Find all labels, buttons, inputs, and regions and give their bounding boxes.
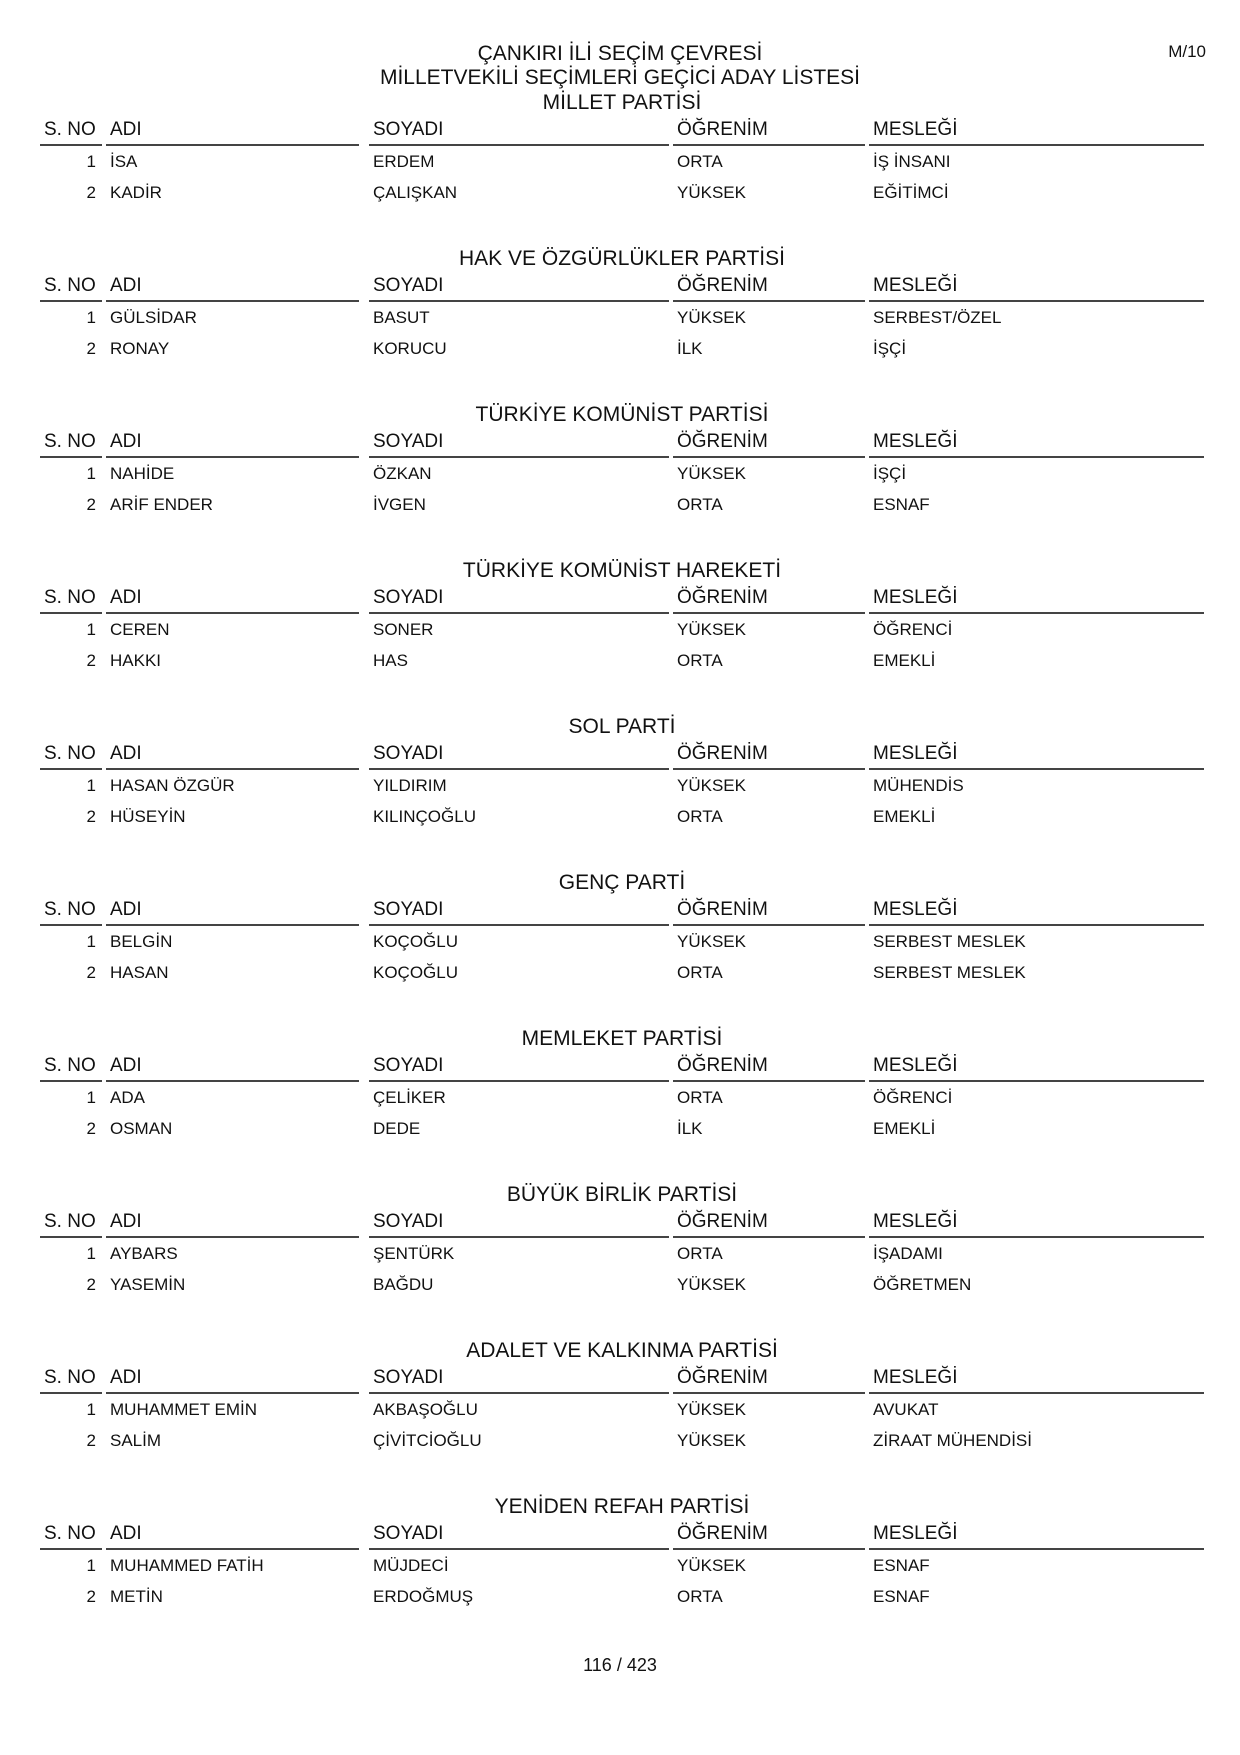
- party-section: [40, 870, 1204, 986]
- candidate-no: 2: [86, 1275, 96, 1294]
- column-headers: [40, 272, 1204, 300]
- candidate-meslegi: İŞÇİ: [873, 339, 907, 358]
- candidate-soyadi: ÇELİKER: [373, 1088, 446, 1107]
- column-headers: [40, 1364, 1204, 1392]
- col-ogrenim-header: ÖĞRENİM: [677, 275, 768, 296]
- table-row: [40, 1111, 1204, 1142]
- col-no-header: S. NO: [44, 1055, 96, 1076]
- page-number: 116 / 423: [583, 1655, 657, 1675]
- candidate-adi: HASAN: [110, 963, 169, 982]
- candidate-meslegi: SERBEST/ÖZEL: [873, 308, 1002, 327]
- column-headers: [40, 1520, 1204, 1548]
- col-ogrenim-header: ÖĞRENİM: [677, 119, 768, 140]
- candidate-soyadi: ÇALIŞKAN: [373, 183, 458, 202]
- col-meslegi-header: MESLEĞİ: [873, 587, 958, 608]
- col-adi-header: ADI: [110, 275, 142, 296]
- party-title: BÜYÜK BİRLİK PARTİSİ: [506, 1183, 738, 1206]
- party-title: SOL PARTİ: [568, 715, 676, 738]
- candidate-no: 2: [86, 651, 96, 670]
- candidate-no: 2: [86, 339, 96, 358]
- party-section: [40, 1338, 1204, 1454]
- candidate-no: 2: [86, 1431, 96, 1450]
- col-adi-header: ADI: [110, 431, 142, 452]
- col-ogrenim-header: ÖĞRENİM: [677, 1055, 768, 1076]
- candidate-soyadi: KILINÇOĞLU: [373, 807, 476, 826]
- candidate-soyadi: SONER: [373, 620, 434, 639]
- candidate-soyadi: YILDIRIM: [373, 776, 447, 795]
- col-soyadi-header: SOYADI: [373, 899, 444, 920]
- party-title: MEMLEKET PARTİSİ: [521, 1027, 723, 1050]
- candidate-meslegi: ESNAF: [873, 1587, 930, 1606]
- candidate-soyadi: ŞENTÜRK: [373, 1244, 455, 1263]
- candidate-soyadi: BAĞDU: [373, 1275, 434, 1294]
- col-ogrenim-header: ÖĞRENİM: [677, 587, 768, 608]
- col-no-header: S. NO: [44, 1367, 96, 1388]
- candidate-adi: NAHİDE: [110, 464, 175, 483]
- column-headers: [40, 584, 1204, 612]
- candidate-soyadi: KORUCU: [373, 339, 447, 358]
- col-no-header: S. NO: [44, 275, 96, 296]
- candidate-meslegi: ESNAF: [873, 495, 930, 514]
- candidate-ogrenim: ORTA: [677, 1244, 723, 1263]
- candidate-no: 1: [86, 620, 96, 639]
- candidate-soyadi: İVGEN: [373, 495, 426, 514]
- col-soyadi-header: SOYADI: [373, 275, 444, 296]
- col-adi-header: ADI: [110, 119, 142, 140]
- party-section: [40, 246, 1204, 362]
- candidate-soyadi: HAS: [373, 651, 408, 670]
- col-adi-header: ADI: [110, 1523, 142, 1544]
- candidate-meslegi: EMEKLİ: [873, 807, 936, 826]
- table-row: [40, 612, 1204, 643]
- table-row: [40, 924, 1204, 955]
- col-adi-header: ADI: [110, 1211, 142, 1232]
- candidate-adi: GÜLSİDAR: [110, 308, 197, 327]
- col-no-header: S. NO: [44, 431, 96, 452]
- party-section: [40, 1182, 1204, 1298]
- col-ogrenim-header: ÖĞRENİM: [677, 1523, 768, 1544]
- col-soyadi-header: SOYADI: [373, 1211, 444, 1232]
- table-row: [40, 144, 1204, 175]
- col-no-header: S. NO: [44, 119, 96, 140]
- candidate-adi: HASAN ÖZGÜR: [110, 776, 235, 795]
- candidate-adi: MUHAMMET EMİN: [110, 1400, 258, 1419]
- candidate-adi: YASEMİN: [110, 1275, 186, 1294]
- candidate-no: 2: [86, 807, 96, 826]
- column-headers: [40, 116, 1204, 144]
- candidate-ogrenim: İLK: [677, 339, 703, 358]
- table-row: [40, 456, 1204, 487]
- candidate-soyadi: BASUT: [373, 308, 430, 327]
- column-headers: [40, 428, 1204, 456]
- col-soyadi-header: SOYADI: [373, 119, 444, 140]
- candidate-no: 2: [86, 963, 96, 982]
- column-headers: [40, 1208, 1204, 1236]
- candidate-ogrenim: YÜKSEK: [677, 1556, 746, 1575]
- table-row: [40, 799, 1204, 830]
- candidate-no: 2: [86, 495, 96, 514]
- party-title: GENÇ PARTİ: [558, 871, 686, 894]
- candidate-meslegi: ÖĞRENCİ: [873, 1088, 953, 1107]
- candidate-soyadi: KOÇOĞLU: [373, 932, 459, 951]
- col-no-header: S. NO: [44, 743, 96, 764]
- candidate-soyadi: ÇİVİTCİOĞLU: [373, 1431, 482, 1450]
- candidate-ogrenim: ORTA: [677, 963, 723, 982]
- col-meslegi-header: MESLEĞİ: [873, 1367, 958, 1388]
- candidate-soyadi: DEDE: [373, 1119, 421, 1138]
- candidate-adi: HAKKI: [110, 651, 162, 670]
- header-line-2: MİLLETVEKİLİ SEÇİMLERİ GEÇİCİ ADAY LİSTESİ: [379, 66, 861, 89]
- table-row: [40, 768, 1204, 799]
- document-header: [0, 42, 1240, 90]
- candidate-meslegi: ESNAF: [873, 1556, 930, 1575]
- candidate-meslegi: AVUKAT: [873, 1400, 939, 1419]
- party-section: [40, 558, 1204, 674]
- candidate-no: 1: [86, 1400, 96, 1419]
- candidate-adi: RONAY: [110, 339, 170, 358]
- col-soyadi-header: SOYADI: [373, 743, 444, 764]
- candidate-meslegi: ÖĞRETMEN: [873, 1275, 972, 1294]
- table-row: [40, 487, 1204, 518]
- column-headers: [40, 740, 1204, 768]
- col-soyadi-header: SOYADI: [373, 1523, 444, 1544]
- candidate-meslegi: EMEKLİ: [873, 651, 936, 670]
- table-row: [40, 1267, 1204, 1298]
- candidate-adi: OSMAN: [110, 1119, 173, 1138]
- candidate-meslegi: SERBEST MESLEK: [873, 963, 1026, 982]
- party-title: TÜRKİYE KOMÜNİST PARTİSİ: [475, 403, 769, 426]
- candidate-adi: BELGİN: [110, 932, 173, 951]
- col-meslegi-header: MESLEĞİ: [873, 1055, 958, 1076]
- col-meslegi-header: MESLEĞİ: [873, 275, 958, 296]
- candidate-ogrenim: ORTA: [677, 651, 723, 670]
- column-headers: [40, 1052, 1204, 1080]
- col-adi-header: ADI: [110, 587, 142, 608]
- candidate-no: 2: [86, 183, 96, 202]
- candidate-ogrenim: YÜKSEK: [677, 1400, 746, 1419]
- party-title: YENİDEN REFAH PARTİSİ: [494, 1495, 750, 1518]
- col-ogrenim-header: ÖĞRENİM: [677, 899, 768, 920]
- candidate-no: 1: [86, 1088, 96, 1107]
- candidate-ogrenim: ORTA: [677, 1587, 723, 1606]
- candidate-adi: CEREN: [110, 620, 170, 639]
- page-code: M/10: [1168, 42, 1206, 61]
- candidate-ogrenim: YÜKSEK: [677, 1431, 746, 1450]
- candidate-meslegi: EĞİTİMCİ: [873, 183, 949, 202]
- candidate-no: 1: [86, 1244, 96, 1263]
- candidate-ogrenim: YÜKSEK: [677, 1275, 746, 1294]
- candidate-adi: ADA: [110, 1088, 145, 1107]
- table-row: [40, 300, 1204, 331]
- col-soyadi-header: SOYADI: [373, 587, 444, 608]
- candidate-ogrenim: YÜKSEK: [677, 308, 746, 327]
- table-row: [40, 175, 1204, 206]
- candidate-no: 1: [86, 932, 96, 951]
- candidate-meslegi: İŞÇİ: [873, 464, 907, 483]
- candidate-adi: HÜSEYİN: [110, 807, 186, 826]
- col-no-header: S. NO: [44, 899, 96, 920]
- party-title: MİLLET PARTİSİ: [542, 91, 702, 114]
- candidate-soyadi: KOÇOĞLU: [373, 963, 459, 982]
- col-adi-header: ADI: [110, 743, 142, 764]
- col-meslegi-header: MESLEĞİ: [873, 119, 958, 140]
- col-ogrenim-header: ÖĞRENİM: [677, 1367, 768, 1388]
- table-row: [40, 1236, 1204, 1267]
- candidate-ogrenim: YÜKSEK: [677, 620, 746, 639]
- candidate-meslegi: İŞADAMI: [873, 1244, 943, 1263]
- candidate-adi: MUHAMMED FATİH: [110, 1556, 264, 1575]
- col-adi-header: ADI: [110, 899, 142, 920]
- candidate-soyadi: AKBAŞOĞLU: [373, 1400, 478, 1419]
- col-soyadi-header: SOYADI: [373, 1367, 444, 1388]
- col-soyadi-header: SOYADI: [373, 431, 444, 452]
- candidate-meslegi: ZİRAAT MÜHENDİSİ: [873, 1431, 1032, 1450]
- candidate-meslegi: İŞ İNSANI: [873, 152, 951, 171]
- party-title: ADALET VE KALKINMA PARTİSİ: [466, 1339, 778, 1362]
- candidate-ogrenim: YÜKSEK: [677, 183, 746, 202]
- candidate-ogrenim: ORTA: [677, 152, 723, 171]
- candidate-no: 1: [86, 152, 96, 171]
- candidate-soyadi: ERDOĞMUŞ: [373, 1587, 474, 1606]
- table-row: [40, 955, 1204, 986]
- candidate-ogrenim: YÜKSEK: [677, 776, 746, 795]
- header-line-1: ÇANKIRI İLİ SEÇİM ÇEVRESİ: [477, 42, 763, 65]
- candidate-soyadi: ERDEM: [373, 152, 435, 171]
- candidate-adi: AYBARS: [110, 1244, 178, 1263]
- col-soyadi-header: SOYADI: [373, 1055, 444, 1076]
- candidate-meslegi: ÖĞRENCİ: [873, 620, 953, 639]
- col-meslegi-header: MESLEĞİ: [873, 431, 958, 452]
- table-row: [40, 643, 1204, 674]
- candidate-adi: İSA: [110, 152, 138, 171]
- candidate-ogrenim: ORTA: [677, 495, 723, 514]
- party-title: TÜRKİYE KOMÜNİST HAREKETİ: [462, 559, 782, 582]
- col-meslegi-header: MESLEĞİ: [873, 1523, 958, 1544]
- candidate-ogrenim: YÜKSEK: [677, 464, 746, 483]
- table-row: [40, 1579, 1204, 1610]
- col-meslegi-header: MESLEĞİ: [873, 743, 958, 764]
- party-section: [40, 1494, 1204, 1610]
- candidate-adi: ARİF ENDER: [110, 495, 213, 514]
- col-no-header: S. NO: [44, 1523, 96, 1544]
- table-row: [40, 1423, 1204, 1454]
- candidate-no: 1: [86, 776, 96, 795]
- candidate-adi: SALİM: [110, 1431, 162, 1450]
- party-section: [40, 402, 1204, 518]
- party-section: [40, 90, 1204, 206]
- candidate-no: 1: [86, 1556, 96, 1575]
- candidate-ogrenim: ORTA: [677, 1088, 723, 1107]
- col-meslegi-header: MESLEĞİ: [873, 1211, 958, 1232]
- column-headers: [40, 896, 1204, 924]
- table-row: [40, 1392, 1204, 1423]
- candidate-ogrenim: ORTA: [677, 807, 723, 826]
- candidate-meslegi: MÜHENDİS: [873, 776, 964, 795]
- party-section: [40, 1026, 1204, 1142]
- table-row: [40, 331, 1204, 362]
- candidate-adi: METİN: [110, 1587, 163, 1606]
- candidate-no: 2: [86, 1119, 96, 1138]
- col-adi-header: ADI: [110, 1367, 142, 1388]
- col-meslegi-header: MESLEĞİ: [873, 899, 958, 920]
- candidate-ogrenim: YÜKSEK: [677, 932, 746, 951]
- table-row: [40, 1080, 1204, 1111]
- col-ogrenim-header: ÖĞRENİM: [677, 431, 768, 452]
- party-title: HAK VE ÖZGÜRLÜKLER PARTİSİ: [459, 247, 785, 270]
- candidate-soyadi: MÜJDECİ: [373, 1556, 449, 1575]
- candidate-adi: KADİR: [110, 183, 162, 202]
- col-adi-header: ADI: [110, 1055, 142, 1076]
- candidate-soyadi: ÖZKAN: [373, 464, 432, 483]
- candidate-ogrenim: İLK: [677, 1119, 703, 1138]
- candidate-meslegi: SERBEST MESLEK: [873, 932, 1026, 951]
- candidate-no: 1: [86, 464, 96, 483]
- col-ogrenim-header: ÖĞRENİM: [677, 1211, 768, 1232]
- candidate-meslegi: EMEKLİ: [873, 1119, 936, 1138]
- table-row: [40, 1548, 1204, 1579]
- col-no-header: S. NO: [44, 587, 96, 608]
- col-no-header: S. NO: [44, 1211, 96, 1232]
- candidate-no: 2: [86, 1587, 96, 1606]
- party-section: [40, 714, 1204, 830]
- col-ogrenim-header: ÖĞRENİM: [677, 743, 768, 764]
- candidate-no: 1: [86, 308, 96, 327]
